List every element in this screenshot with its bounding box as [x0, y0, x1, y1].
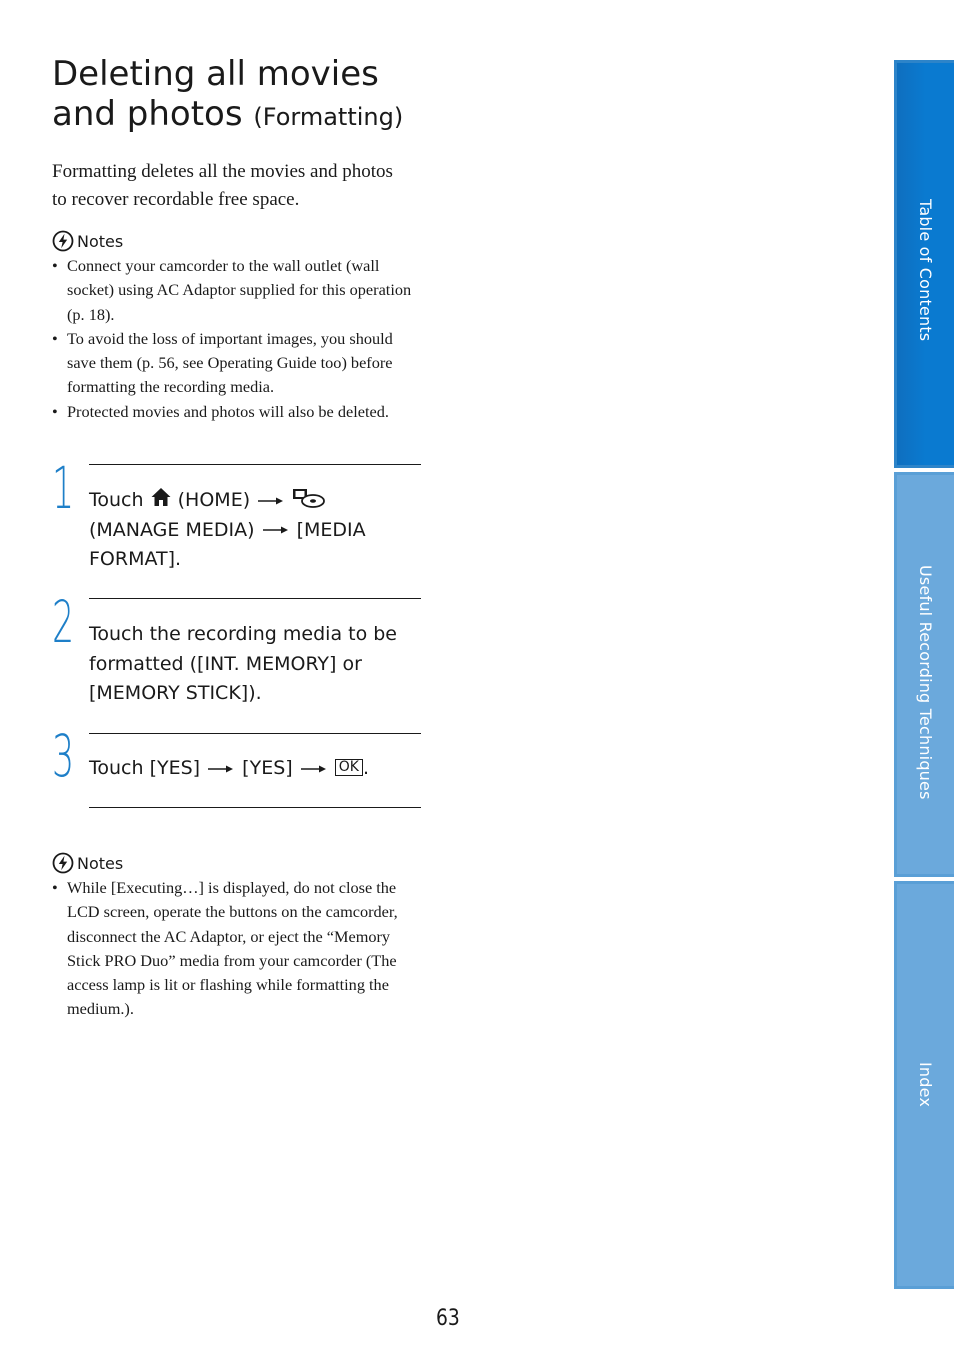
step-text: Touch the recording media to be formatted ([INT. MEMORY] or [MEMORY STICK]). — [89, 623, 397, 704]
notes-heading — [52, 852, 123, 874]
arrow-icon — [301, 764, 327, 774]
step-number: 2 — [52, 588, 75, 656]
page-title — [52, 54, 472, 137]
title-suffix: (Formatting) — [253, 103, 404, 131]
notes-label: Notes — [77, 853, 124, 873]
list-item: • Protected movies and photos will also be deleted. — [52, 400, 424, 424]
divider — [89, 807, 421, 808]
title-line2: and photos — [52, 94, 243, 134]
title-line1: Deleting all movies — [52, 54, 379, 94]
arrow-icon — [208, 764, 234, 774]
tab-label: Table of Contents — [916, 199, 935, 342]
tab-index[interactable] — [894, 881, 954, 1289]
list-item: • While [Executing…] is displayed, do not close the LCD screen, operate the buttons on the camcorder, disconnect the AC Adaptor, or eject the “Memory Stick PRO Duo” media from your camcorder (The access lamp is lit or flashing while formatting the medium.). — [52, 876, 420, 1022]
notes-heading — [52, 230, 123, 252]
step3-period: . — [362, 757, 370, 779]
tab-label: Useful Recording Techniques — [916, 565, 935, 800]
divider — [89, 598, 421, 599]
step3-yes1: Touch [YES] — [89, 757, 201, 779]
divider — [89, 464, 421, 465]
notes-label: Notes — [77, 231, 124, 251]
tab-useful-recording-techniques[interactable] — [894, 472, 954, 877]
notes-icon — [52, 852, 74, 874]
step1-touch: Touch — [89, 489, 144, 511]
step-text — [89, 486, 424, 575]
intro-text: Formatting deletes all the movies and photos to recover recordable free space. — [52, 161, 393, 210]
arrow-icon — [258, 496, 284, 506]
list-item: • Connect your camcorder to the wall outlet (wall socket) using AC Adaptor supplied for this operation (p. 18). — [52, 254, 424, 327]
step1-home: (HOME) — [177, 489, 251, 511]
step-number: 1 — [52, 454, 75, 522]
notes-icon — [52, 230, 74, 252]
arrow-icon — [263, 525, 289, 535]
list-item: • To avoid the loss of important images, you should save them (p. 56, see Operating Guide too) before formatting the recording media. — [52, 327, 424, 400]
ok-button-label: OK — [335, 759, 363, 776]
manage-media-icon — [292, 487, 326, 509]
home-icon — [150, 486, 172, 508]
tab-table-of-contents[interactable] — [894, 60, 954, 468]
notes-list — [52, 254, 424, 424]
step-number: 3 — [52, 722, 75, 790]
notes-list — [52, 876, 420, 1022]
step3-yes2: [YES] — [242, 757, 293, 779]
step-text — [89, 754, 424, 784]
page-number: 63 — [436, 1306, 460, 1331]
step1-manage: (MANAGE MEDIA) — [89, 518, 255, 541]
divider — [89, 733, 421, 734]
step1-format: [MEDIA FORMAT]. — [89, 518, 366, 570]
tab-label: Index — [916, 1062, 935, 1108]
